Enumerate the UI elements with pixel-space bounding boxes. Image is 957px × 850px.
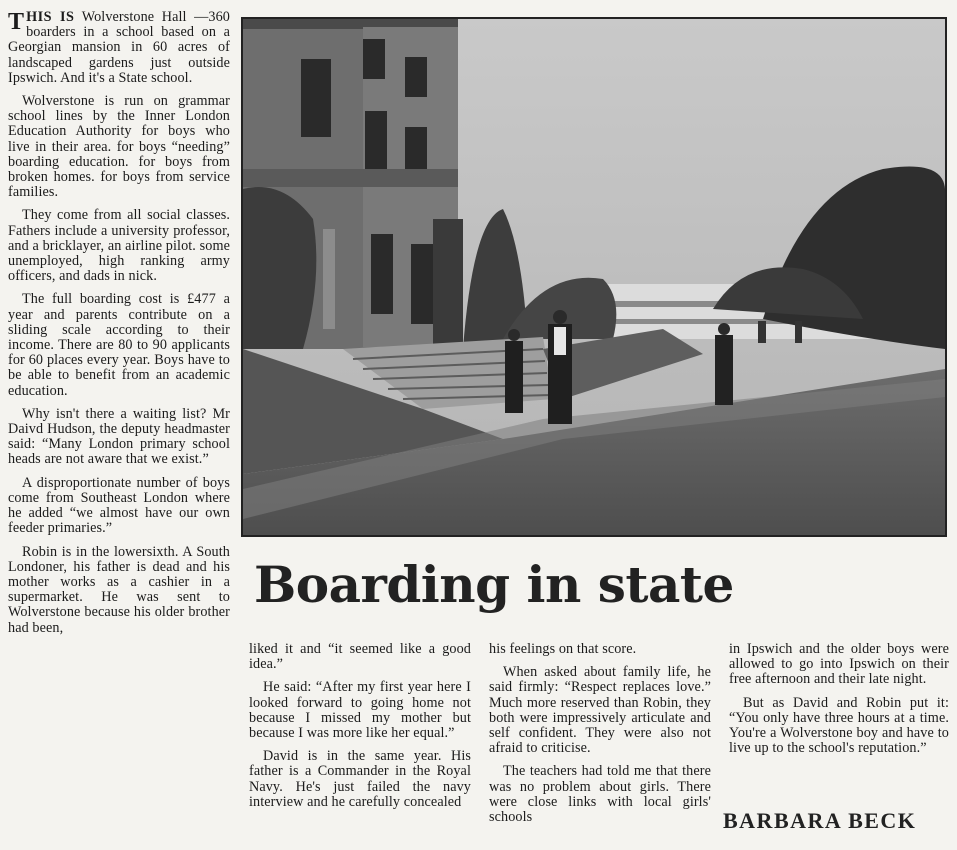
drop-cap: T xyxy=(8,9,25,35)
paragraph: in Ipswich and the older boys were allowed to go into Ipswich on their free afternoon and their late night. xyxy=(729,641,949,688)
article-column-3 xyxy=(489,642,711,833)
paragraph: The full boarding cost is £477 a year and parents contribute on a sliding scale according to their income. There are 80 to 90 applicants for 60 places every year. Boys have to be able to benefit from an academic education. xyxy=(8,291,230,399)
article-column-1 xyxy=(8,10,230,644)
paragraph: liked it and “it seemed like a good idea.” xyxy=(249,641,471,673)
article-column-4 xyxy=(729,642,949,764)
school-photograph xyxy=(241,17,947,537)
paragraph: But as David and Robin put it: “You only have three hours at a time. You're a Wolverstone boy and have to live up to the school's reputation.” xyxy=(729,694,949,757)
lead-text: Wolverstone Hall —360 boarders in a school based on a Georgian mansion in 60 acres of landscaped gardens just outside Ipswich. And it's a State school. xyxy=(8,9,230,86)
paragraph: David is in the same year. His father is a Commander in the Royal Navy. He's just failed the navy interview and he carefully concealed xyxy=(249,748,471,810)
paragraph: When asked about family life, he said firmly: “Respect replaces love.” Much more reserved than Robin, they both were impressively articulate and self confident. They were also not afraid to criticise. xyxy=(489,664,711,757)
paragraph: Robin is in the lowersixth. A South Londoner, his father is dead and his mother works as a cashier in a supermarket. He was sent to Wolverstone because his older brother had been, xyxy=(8,543,230,636)
paragraph: They come from all social classes. Fathers include a university professor, and a bricklayer, an airline pilot. some unemployed, high ranking army officers, and dads in nick. xyxy=(8,207,230,285)
photo-illustration xyxy=(243,19,945,535)
paragraph: A disproportionate number of boys come from Southeast London where he added “we almost have our own feeder primaries.” xyxy=(8,474,230,537)
headline: Boarding in state xyxy=(254,555,734,614)
paragraph: Why isn't there a waiting list? Mr Daivd Hudson, the deputy headmaster said: “Many London primary school heads are not aware that we exist.” xyxy=(8,405,230,468)
lead-caps: HIS IS xyxy=(26,9,75,25)
byline: BARBARA BECK xyxy=(723,808,917,833)
paragraph: Wolverstone is run on grammar school lines by the Inner London Education Authority for boys who live in their area. for boys “needing” boarding education. for boys from broken homes. for boys from service families. xyxy=(8,93,230,201)
lead-paragraph xyxy=(8,10,230,86)
article-column-2 xyxy=(249,642,471,818)
paragraph: He said: “After my first year here I looked forward to going home not because I missed my mother but because I was more like her equal.” xyxy=(249,679,471,742)
paragraph: The teachers had told me that there was no problem about girls. There were close links with local girls' schools xyxy=(489,763,711,826)
paragraph: his feelings on that score. xyxy=(489,641,637,657)
